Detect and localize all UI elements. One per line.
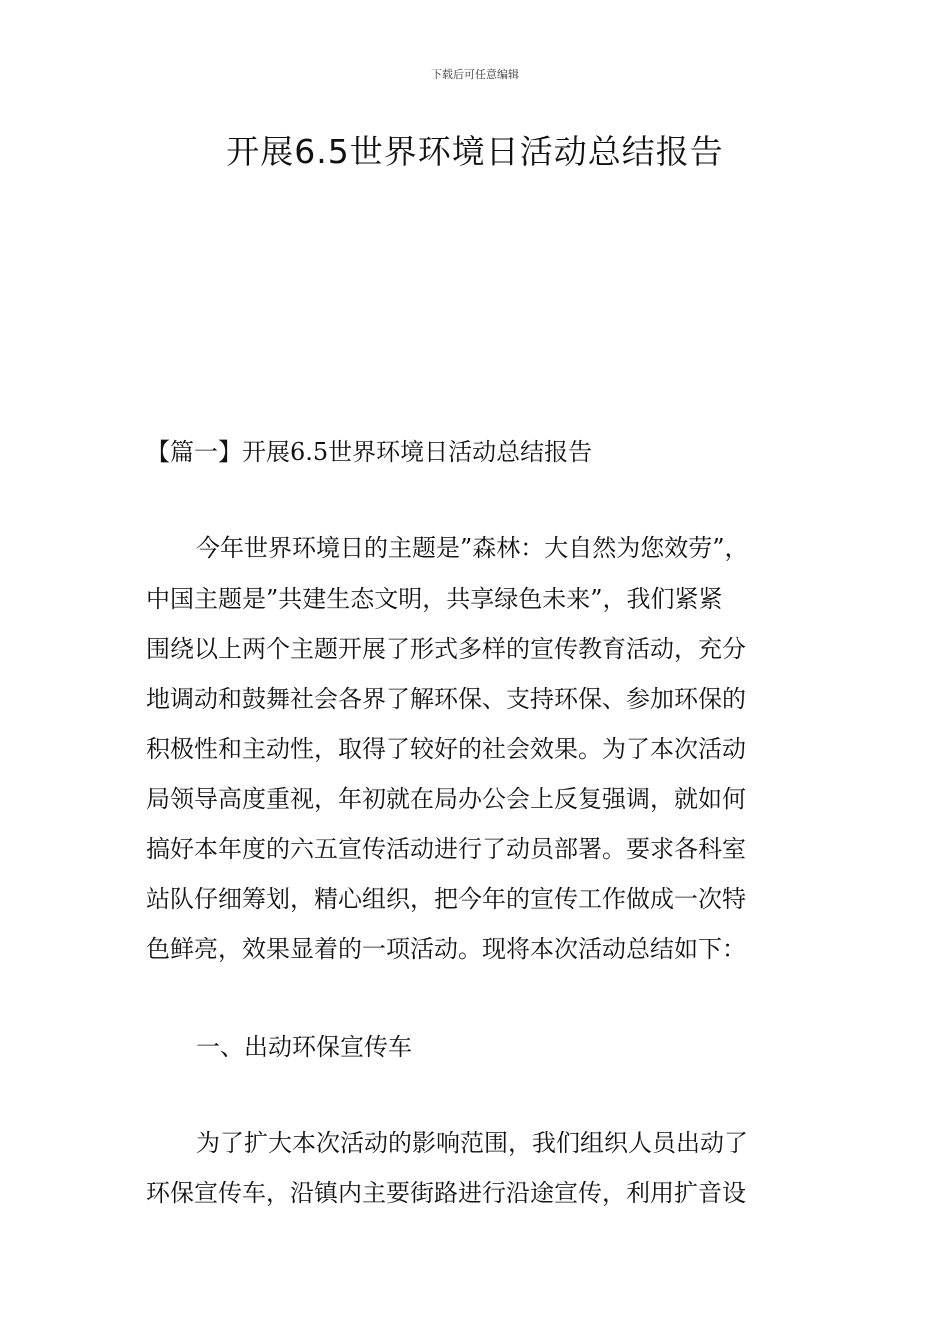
paragraph-line: 环保宣传车，沿镇内主要街路进行沿途宣传，利用扩音设 — [146, 1179, 746, 1207]
paragraph-line: 围绕以上两个主题开展了形式多样的宣传教育活动，充分 — [146, 635, 746, 663]
paragraph-line: 积极性和主动性，取得了较好的社会效果。为了本次活动 — [146, 735, 746, 763]
paragraph-line: 站队仔细筹划，精心组织，把今年的宣传工作做成一次特 — [146, 885, 746, 913]
paragraph-line: 地调动和鼓舞社会各界了解环保、支持环保、参加环保的 — [146, 685, 746, 713]
paragraph-line: 色鲜亮，效果显着的一项活动。现将本次活动总结如下： — [146, 935, 746, 963]
paragraph-line: 搞好本年度的六五宣传活动进行了动员部署。要求各科室 — [146, 835, 746, 863]
document-title: 开展6.5世界环境日活动总结报告 — [226, 132, 724, 171]
header-note: 下载后可任意编辑 — [431, 68, 519, 81]
paragraph-line: 局领导高度重视，年初就在局办公会上反复强调，就如何 — [146, 785, 746, 813]
paragraph-line: 今年世界环境日的主题是”森林：大自然为您效劳”， — [196, 534, 749, 562]
subheading: 一、出动环保宣传车 — [196, 1033, 412, 1061]
paragraph-line: 为了扩大本次活动的影响范围，我们组织人员出动了 — [196, 1129, 748, 1157]
section-heading: 【篇一】开展6.5世界环境日活动总结报告 — [146, 438, 593, 466]
paragraph-line: 中国主题是”共建生态文明，共享绿色未来”，我们紧紧 — [146, 585, 723, 613]
